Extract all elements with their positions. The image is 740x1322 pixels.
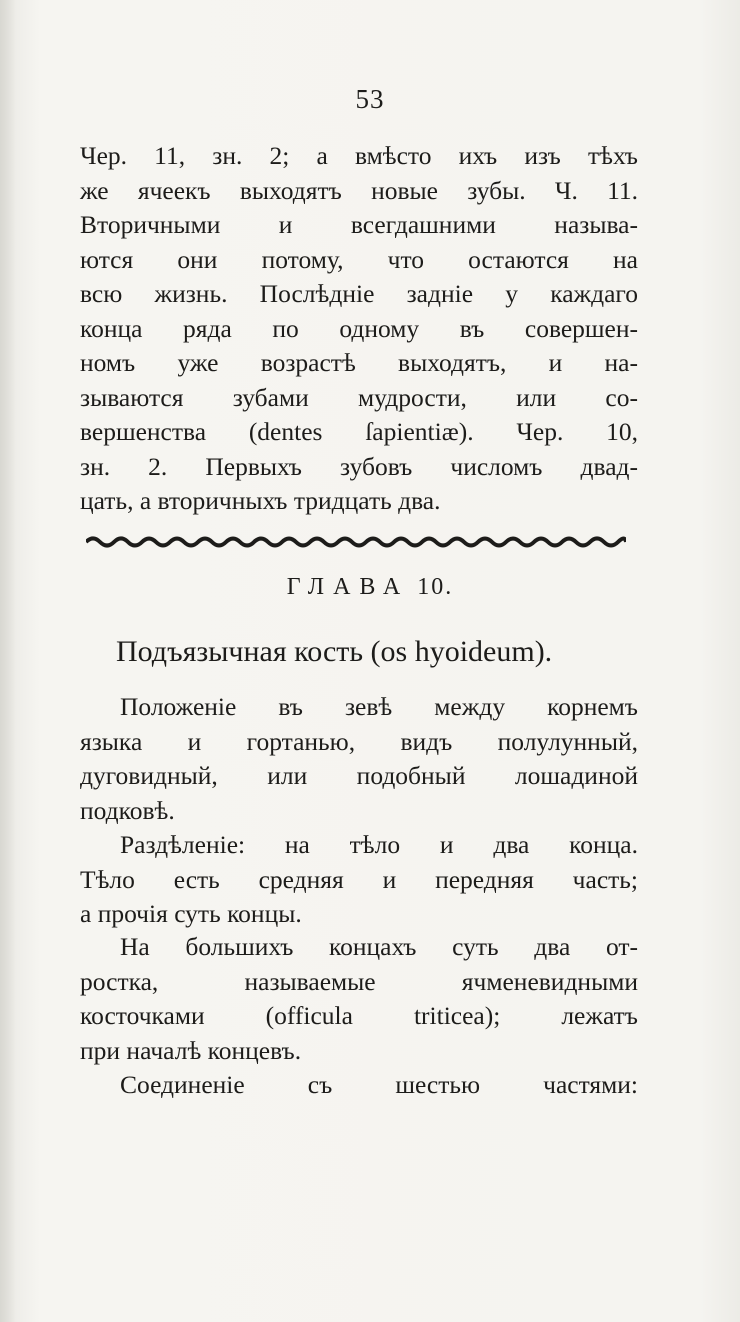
text-line: Чер. 11, зн. 2; а вмѣсто ихъ изъ тѣхъ [80, 141, 638, 170]
chapter-heading: Подъязычная кость (os hyoideum). [116, 635, 553, 668]
text-line: Соединеніе съ шестью частями: [120, 1070, 638, 1099]
text-line: при началѣ концевъ. [80, 1035, 302, 1065]
text-line: зываются зубами мудрости, или со- [80, 382, 638, 412]
text-line: зн. 2. Первыхъ зубовъ числомъ двад- [80, 451, 638, 481]
text-line: Тѣло есть средняя и передняя часть; [80, 864, 638, 894]
text-line: номъ уже возрастѣ выходятъ, и на- [80, 348, 638, 377]
text-line: ются они потому, что остаются на [80, 244, 638, 274]
paragraph-teeth [80, 139, 638, 519]
text-line: Раздѣленіе: на тѣло и два конца. [120, 830, 638, 859]
chapter-word: ГЛАВА [286, 574, 410, 600]
text-line: ростка, называемые ячменевидными [80, 966, 638, 996]
paragraph-position [80, 690, 638, 828]
text-line: На большихъ концахъ суть два от- [120, 932, 638, 961]
text-line: подковѣ. [80, 795, 175, 825]
text-line: конца ряда по одному въ совершен- [80, 313, 638, 343]
page-number: 53 [355, 84, 385, 114]
chapter-number: 10. [417, 574, 454, 600]
text-line: косточками (officula triticea); лежатъ [80, 1001, 638, 1030]
ornamental-divider [86, 532, 626, 550]
text-line: вершенства (dentes ſapientiæ). Чер. 10, [80, 417, 638, 446]
text-line: Положеніе въ зевѣ между корнемъ [120, 692, 638, 721]
text-line: Вторичными и всегдашними называ- [80, 210, 638, 239]
chapter-label [0, 574, 740, 601]
paragraph-division [80, 828, 638, 932]
text-line: всю жизнь. Послѣдніе задніе у каждаго [80, 279, 638, 308]
paragraph-connection [80, 1068, 638, 1103]
paragraph-processes [80, 930, 638, 1068]
text-line: языка и гортанью, видъ полулунный, [80, 726, 638, 756]
text-line: а прочія суть концы. [80, 899, 302, 928]
spine-shadow [0, 0, 16, 1322]
text-line: цать, а вторичныхъ тридцать два. [80, 486, 441, 515]
text-line: же ячеекъ выходятъ новые зубы. Ч. 11. [80, 175, 638, 205]
text-line: дуговидный, или подобный лошадиной [80, 761, 638, 790]
